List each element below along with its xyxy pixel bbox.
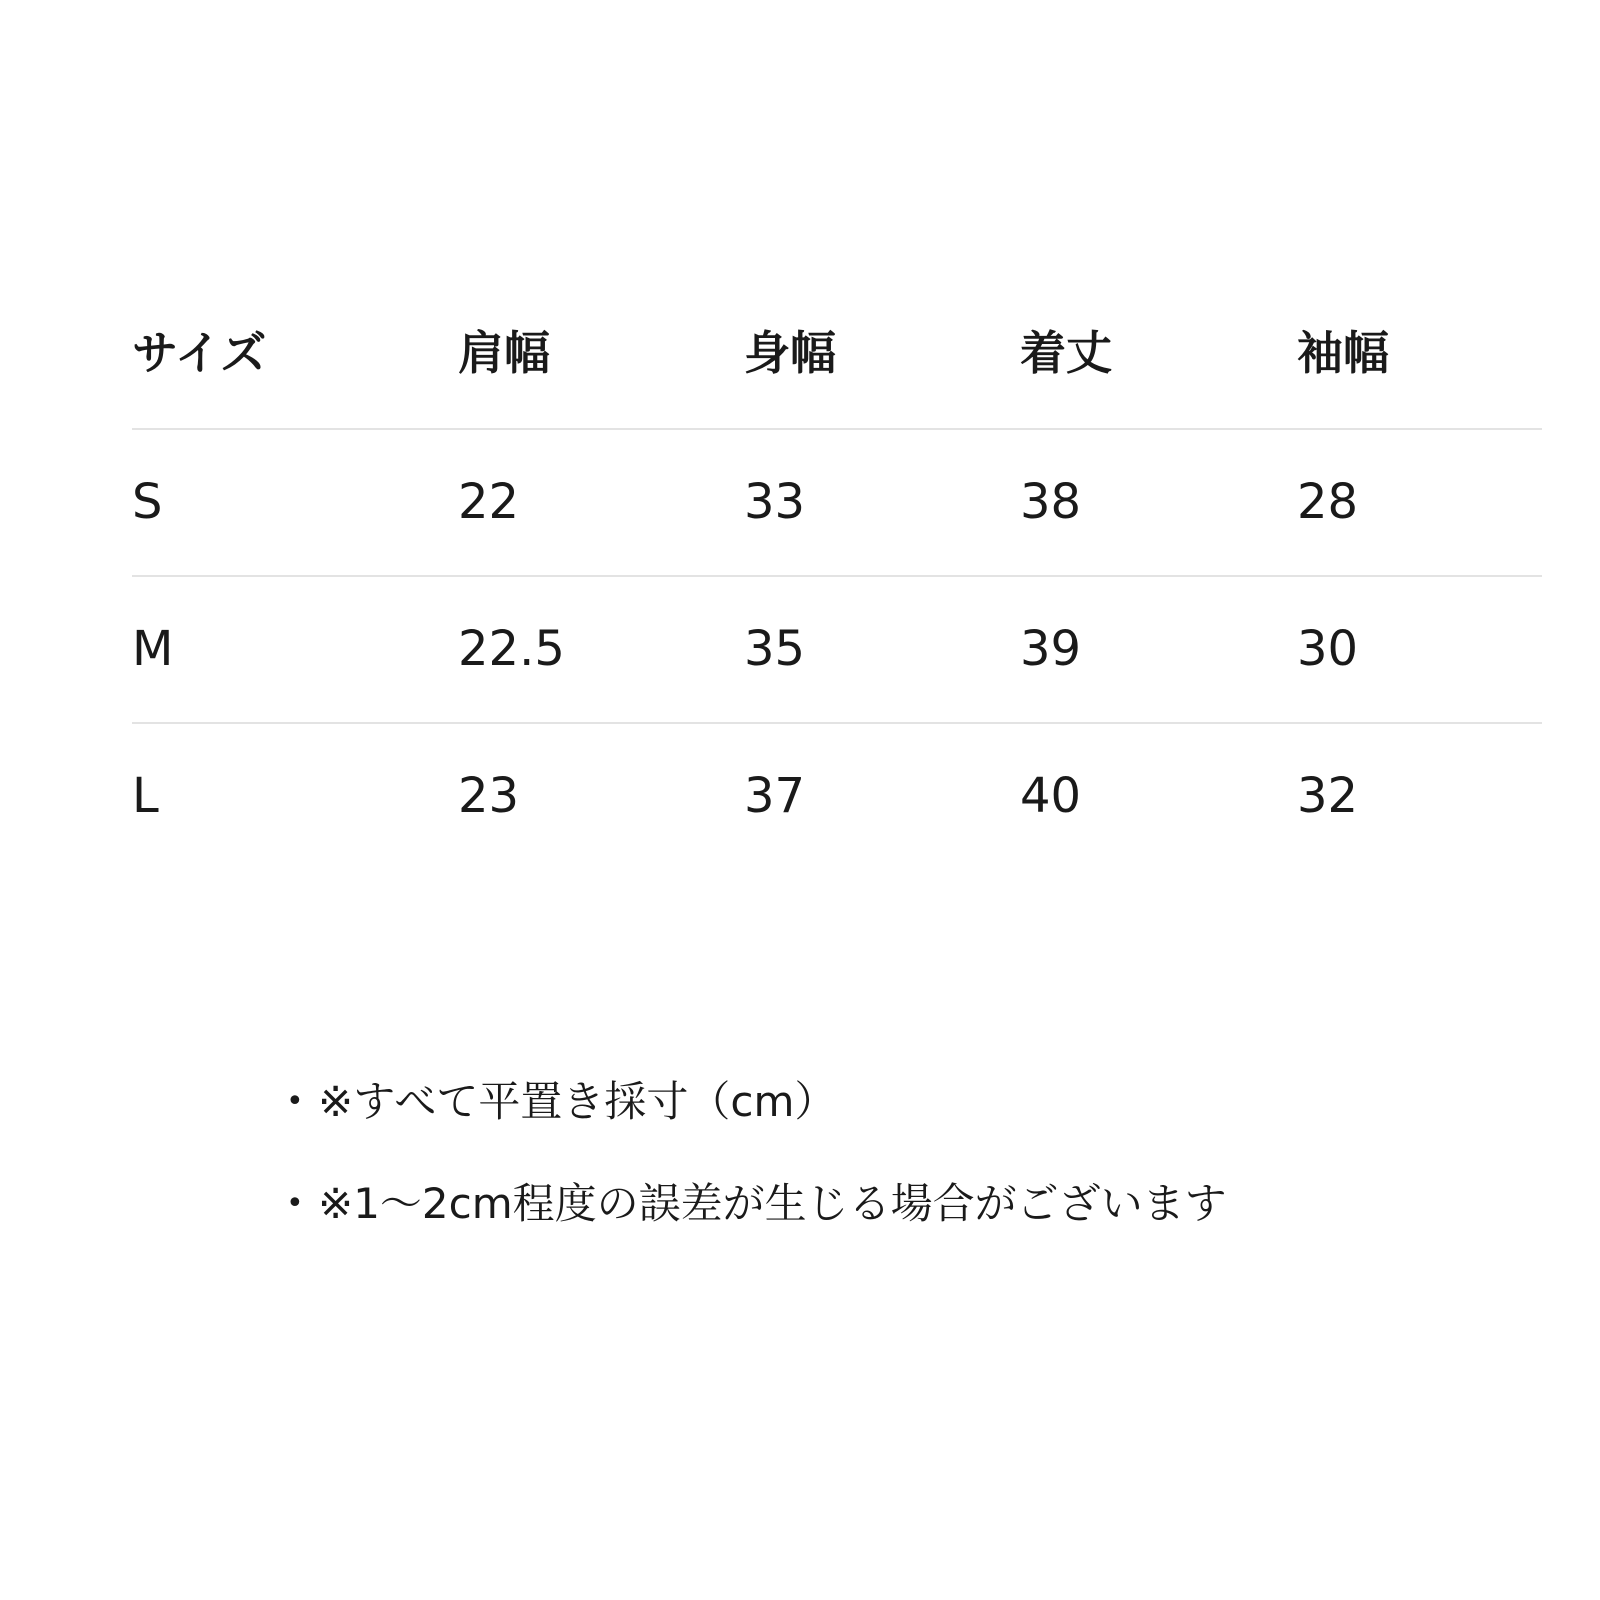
note-text: ※1～2cm程度の誤差が生じる場合がございます [318, 1179, 1227, 1228]
bullet-icon: • [286, 1186, 304, 1221]
table-cell: 23 [458, 768, 520, 824]
table-cell-size: L [132, 768, 159, 824]
table-row [132, 722, 1542, 869]
list-item [286, 1072, 1536, 1174]
table-cell: 30 [1297, 621, 1359, 677]
table-cell: 38 [1020, 474, 1082, 530]
header-sleeve-width: 袖幅 [1297, 326, 1389, 380]
table-cell: 39 [1020, 621, 1082, 677]
table-cell: 22.5 [458, 621, 565, 677]
table-header-row [132, 300, 1542, 428]
header-shoulder-width: 肩幅 [458, 326, 550, 380]
header-length: 着丈 [1020, 326, 1112, 380]
note-text: ※すべて平置き採寸（cm） [318, 1077, 837, 1126]
table-cell: 35 [744, 621, 806, 677]
header-body-width: 身幅 [744, 326, 836, 380]
table-cell: 33 [744, 474, 806, 530]
table-cell-size: S [132, 474, 163, 530]
bullet-icon: • [286, 1084, 304, 1119]
header-size: サイズ [132, 326, 267, 380]
table-cell: 32 [1297, 768, 1359, 824]
list-item [286, 1174, 1536, 1276]
table-row [132, 428, 1542, 575]
table-row [132, 575, 1542, 722]
size-table [132, 300, 1542, 869]
table-cell: 22 [458, 474, 520, 530]
table-cell: 40 [1020, 768, 1082, 824]
notes-list [286, 1072, 1536, 1276]
table-cell-size: M [132, 621, 174, 677]
table-cell: 28 [1297, 474, 1359, 530]
table-cell: 37 [744, 768, 806, 824]
